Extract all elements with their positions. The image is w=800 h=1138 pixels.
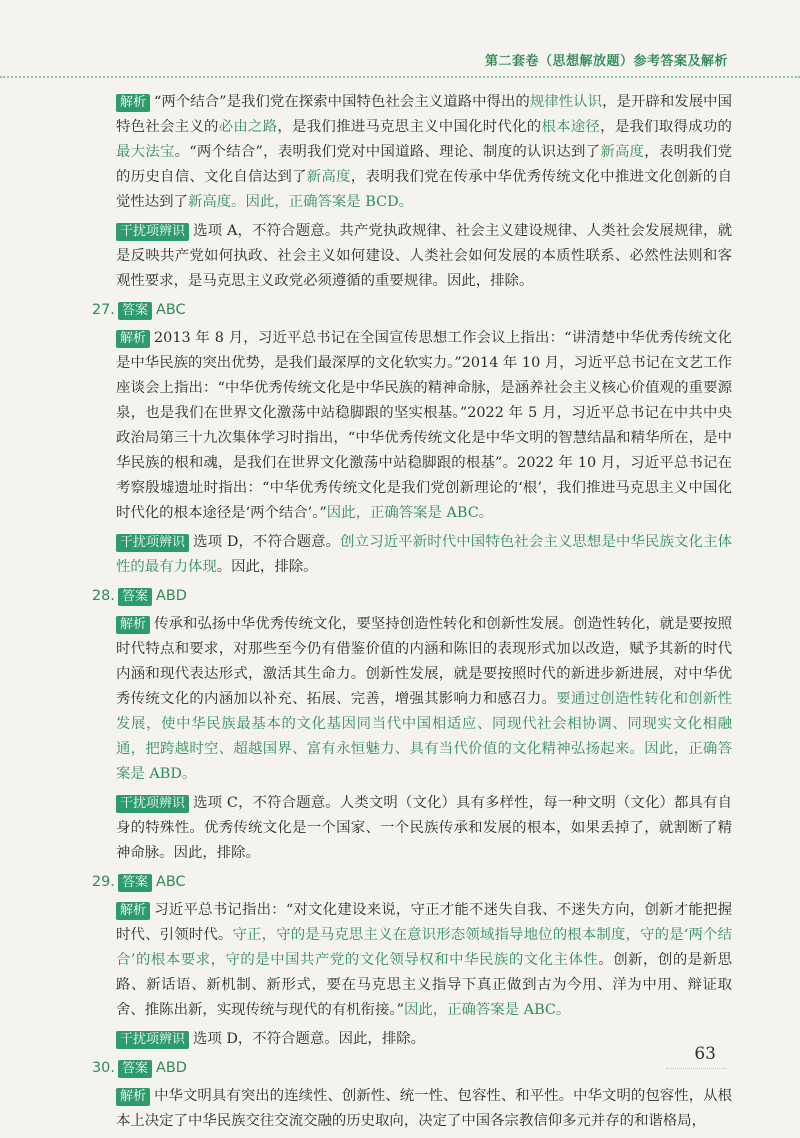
distractor-tag: 干扰项辨识 bbox=[116, 795, 189, 813]
q28-distractor bbox=[116, 791, 732, 866]
q26-distractor bbox=[116, 219, 732, 294]
body-text: 。“两个结合”，表明我们党对中国道路、理论、制度的认识达到了 bbox=[174, 144, 601, 160]
header-divider bbox=[0, 76, 800, 78]
body-text: 2013 年 8 月，习近平总书记在全国宣传思想工作会议上指出：“讲清楚中华优秀传统文化是中华民族的突出优势，是我们最深厚的文化软实力。”2014 年 10 月，习近平总书记在文艺工作座谈会上指出：“中华优秀传统文化是中华民族的精神命脉，是涵养社会主义核心价值观的重要源泉，也是我们在世界文化激荡中站稳脚跟的坚实根基。”2022 年 5 月，习近平总书记在中共中央政治局第三十九次集体学习时指出，“中华优秀传统文化是中华文明的智慧结晶和精华所在，是中华民族的根和魂，是我们在世界文化激荡中站稳脚跟的根基”。2022 年 10 月，习近平总书记在考察殷墟遗址时指出：“中华优秀传统文化是我们党创新理论的‘根’，我们推进马克思主义中国化时代化的根本途径是‘两个结合’。” bbox=[116, 330, 732, 521]
q29-answer-line bbox=[92, 870, 732, 895]
q29-answer: ABC bbox=[156, 874, 186, 890]
answer-content bbox=[92, 90, 732, 1138]
answer-tag: 答案 bbox=[118, 302, 152, 320]
q27-analysis bbox=[116, 326, 732, 526]
highlight-text: 因此，正确答案是 ABC。 bbox=[326, 505, 494, 521]
highlight-text: 新高度 bbox=[306, 169, 351, 185]
highlight-text: 因此，正确答案是 ABC。 bbox=[403, 1002, 571, 1018]
q27-analysis-text bbox=[116, 330, 732, 521]
body-text: 。创新，创的是新思路、新话语、新机制、新形式，要在马克思主义指导下真正做到古为今用、洋为中用、辩证取舍、推陈出新，实现传统与现代的有机衔接。” bbox=[116, 952, 732, 1018]
q29-distractor-text: 选项 D，不符合题意。因此，排除。 bbox=[193, 1031, 425, 1047]
page-number: 63 bbox=[694, 1044, 716, 1064]
q30-number: 30. bbox=[92, 1060, 115, 1076]
q28-answer-line bbox=[92, 584, 732, 609]
highlight-text: 新高度 bbox=[187, 194, 232, 210]
q30-answer-line bbox=[92, 1056, 732, 1081]
answer-tag: 答案 bbox=[118, 588, 152, 606]
highlight-text: 要通过创造性转化和创新性发展，使中华民族最基本的文化基因同当代中国相适应、同现代社会相协调、同现实文化相融通，把跨越时空、超越国界、富有永恒魅力、具有当代价值的文化精神弘扬起来。因此，正确答案是 ABD。 bbox=[116, 691, 732, 782]
analysis-tag: 解析 bbox=[116, 902, 150, 920]
q29-distractor bbox=[116, 1027, 732, 1052]
q26-analysis-text bbox=[116, 94, 732, 210]
highlight-text: 创立习近平新时代中国特色社会主义思想是中华民族文化主体性的最有力体现 bbox=[116, 534, 732, 575]
q29-number: 29. bbox=[92, 874, 115, 890]
q27-answer-line bbox=[92, 298, 732, 323]
body-text: ，是我们取得成功的 bbox=[600, 119, 732, 135]
body-text: 。因此，排除。 bbox=[216, 559, 318, 575]
body-text: ，是开辟和发展中国特色社会主义的 bbox=[116, 94, 732, 135]
q30-analysis bbox=[116, 1084, 732, 1134]
answer-tag: 答案 bbox=[118, 874, 152, 892]
body-text: ，表明我们党在传承中华优秀传统文化中推进文化创新的自觉性达到了 bbox=[116, 169, 732, 210]
distractor-tag: 干扰项辨识 bbox=[116, 534, 189, 552]
highlight-text: 最大法宝 bbox=[116, 144, 175, 160]
q27-distractor bbox=[116, 530, 732, 580]
analysis-tag: 解析 bbox=[116, 1088, 150, 1106]
q27-answer: ABC bbox=[156, 302, 186, 318]
highlight-text: 规律性认识 bbox=[529, 94, 603, 110]
q28-number: 28. bbox=[92, 588, 115, 604]
q26-analysis bbox=[116, 90, 732, 215]
body-text: “两个结合”是我们党在探索中国特色社会主义道路中得出的 bbox=[154, 94, 530, 110]
q29-analysis-text bbox=[116, 902, 732, 1018]
q26-distractor-text: 选项 A，不符合题意。共产党执政规律、社会主义建设规律、人类社会发展规律，就是反映共产党如何执政、社会主义如何建设、人类社会如何发展的本质性联系、必然性法则和客观性要求，是马克思主义政党必须遵循的重要规律。因此，排除。 bbox=[116, 223, 732, 289]
body-text: 选项 D，不符合题意。 bbox=[193, 534, 341, 550]
q29-analysis bbox=[116, 898, 732, 1023]
highlight-text: 守正，守的是马克思主义在意识形态领域指导地位的根本制度，守的是‘两个结合’的根本要求，守的是中国共产党的文化领导权和中华民族的文化主体性 bbox=[116, 927, 732, 968]
highlight-text: 必由之路 bbox=[218, 119, 278, 135]
analysis-tag: 解析 bbox=[116, 616, 150, 634]
q30-answer: ABD bbox=[156, 1060, 187, 1076]
body-text: ，是我们推进马克思主义中国化时代化的 bbox=[277, 119, 542, 135]
q27-distractor-text bbox=[116, 534, 732, 575]
highlight-text: 根本途径 bbox=[541, 119, 601, 135]
page-number-divider bbox=[666, 1068, 726, 1069]
answer-tag: 答案 bbox=[118, 1060, 152, 1078]
analysis-tag: 解析 bbox=[116, 94, 150, 112]
q28-distractor-text: 选项 C，不符合题意。人类文明（文化）具有多样性，每一种文明（文化）都具有自身的特殊性。优秀传统文化是一个国家、一个民族传承和发展的根本，如果丢掉了，就割断了精神命脉。因此，排除。 bbox=[116, 795, 732, 861]
highlight-text: 新高度 bbox=[600, 144, 645, 160]
q27-number: 27. bbox=[92, 302, 115, 318]
analysis-tag: 解析 bbox=[116, 330, 150, 348]
q30-analysis-text: 中华文明具有突出的连续性、创新性、统一性、包容性、和平性。中华文明的包容性，从根本上决定了中华民族交往交流交融的历史取向，决定了中国各宗教信仰多元并存的和谐格局， bbox=[116, 1088, 732, 1129]
body-text: 传承和弘扬中华优秀传统文化，要坚持创造性转化和创新性发展。创造性转化，就是要按照时代特点和要求，对那些至今仍有借鉴价值的内涵和陈旧的表现形式加以改造，赋予其新的时代内涵和现代表达形式，激活其生命力。创新性发展，就是要按照时代的新进步新进展，对中华优秀传统文化的内涵加以补充、拓展、完善，增强其影响力和感召力。 bbox=[116, 616, 732, 707]
q28-answer: ABD bbox=[156, 588, 187, 604]
distractor-tag: 干扰项辨识 bbox=[116, 223, 189, 241]
q28-analysis bbox=[116, 612, 732, 787]
distractor-tag: 干扰项辨识 bbox=[116, 1031, 189, 1049]
body-text: 习近平总书记指出：“对文化建设来说，守正才能不迷失自我、不迷失方向，创新才能把握时代、引领时代。 bbox=[116, 902, 732, 943]
running-header: 第二套卷（思想解放题）参考答案及解析 bbox=[484, 54, 728, 69]
body-text: ，表明我们党的历史自信、文化自信达到了 bbox=[116, 144, 732, 185]
highlight-text: 。因此，正确答案是 BCD。 bbox=[231, 194, 414, 210]
q28-analysis-text bbox=[116, 616, 732, 782]
